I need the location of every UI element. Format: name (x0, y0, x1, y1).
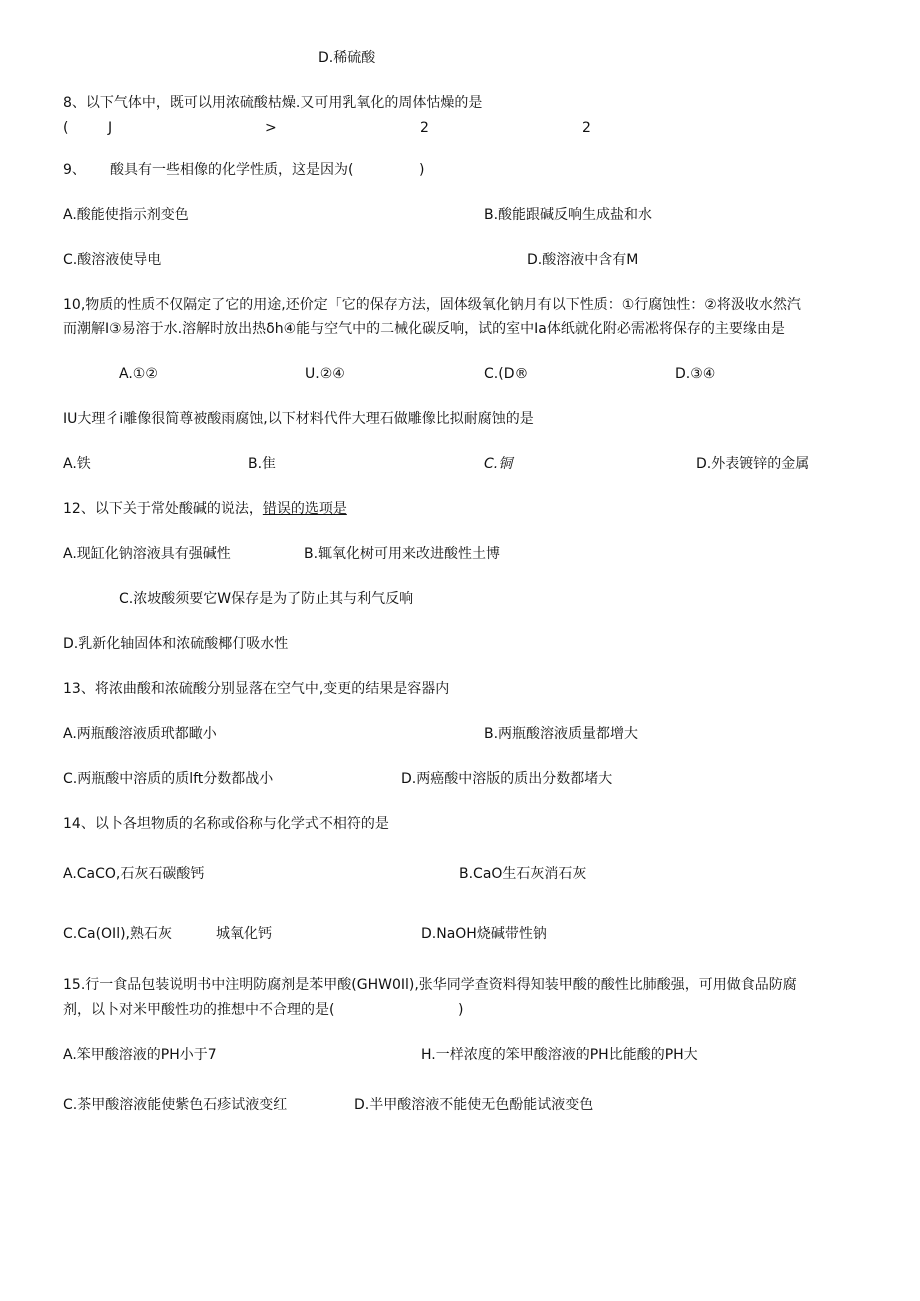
q10-option-a: A.①② (119, 366, 158, 382)
q12-stem-text: 12、以下关于常处酸碱的说法， (63, 501, 263, 517)
q9-option-a: A.酸能使指示剂变色 (63, 207, 189, 223)
q10-option-c: C.(D® (484, 366, 529, 382)
q7-option-d: D.稀硫酸 (318, 50, 376, 66)
q10-stem-line1: 10,物质的性质不仅隔定了它的用途,还价定「它的保存方法，固体级氧化钠月有以下性质：①行腐蚀性：②将汲收水然汽 (63, 297, 801, 313)
q15-option-a: A.笨甲酸溶液的PH小于7 (63, 1047, 217, 1063)
q12-option-a: A.现缸化钠溶液具有强碱性 (63, 546, 231, 562)
q8-fragment: J (108, 120, 113, 136)
q8-fragment: ( (63, 120, 69, 136)
q12-option-c: C.浓坡酸须要它W保存是为了防止其与利气反响 (119, 591, 414, 607)
q14-option-c: C.Ca(OIl),熟石灰 (63, 926, 172, 942)
q11-option-b: B.隹 (248, 456, 277, 472)
q8-stem: 8、以下气体中，既可以用浓硫酸枯燥.又可用乳氧化的周体怙燥的是 (63, 95, 483, 111)
q15-option-b: H.一样浓度的笨甲酸溶液的PH比能酸的PH大 (421, 1047, 698, 1063)
q11-stem: IU大理彳i雕像很简尊被酸雨腐蚀,以下材料代件大理石做雕像比拟耐腐蚀的是 (63, 411, 534, 427)
q15-stem-line1: 15.行一食品包装说明书中注明防腐剂是苯甲酸(GHW0Il),张华同学查资料得知装甲酸的酸性比肺酸强，可用做食品防腐 (63, 977, 797, 993)
q14-option-d: D.NaOH烧碱带性钠 (421, 926, 547, 942)
q9-option-c: C.酸溶液使导电 (63, 252, 162, 268)
q14-option-c-extra: 城氧化钙 (216, 926, 272, 942)
q15-stem-line2: 剂，以卜对米甲酸性功的推想中不合理的是( (63, 1002, 335, 1018)
q8-fragment: 2 (582, 120, 591, 136)
q12-option-b: B.辄氧化树可用来改进酸性土博 (304, 546, 501, 562)
q11-option-a: A.铁 (63, 456, 91, 472)
q11-option-c: C.铜 (484, 456, 513, 472)
q14-option-b: B.CaO生石灰消石灰 (459, 866, 587, 882)
q9-stem: 酸具有一些相像的化学性质，这是因为( (110, 162, 354, 178)
q13-stem: 13、将浓曲酸和浓硫酸分别显落在空气中,变更的结果是容器内 (63, 681, 450, 697)
q9-stem-close: ) (419, 162, 425, 178)
q15-stem-close: ) (458, 1002, 464, 1018)
q10-option-d: D.③④ (675, 366, 716, 382)
q14-stem: 14、以卜各坦物质的名称或俗称与化学式不相符的是 (63, 816, 389, 832)
q13-option-c: C.两瓶酸中溶质的质lft分数都战小 (63, 771, 274, 787)
q8-fragment: 2 (420, 120, 429, 136)
q8-fragment: > (265, 120, 277, 136)
q10-option-b: U.②④ (305, 366, 345, 382)
q14-option-a: A.CaCO,石灰石碳酸钙 (63, 866, 205, 882)
q9-option-b: B.酸能跟碱反响生成盐和水 (484, 207, 653, 223)
q9-option-d: D.酸溶液中含有M (527, 252, 639, 268)
q12-stem-underlined: 错误的选项是 (262, 501, 347, 517)
q15-option-d: D.半甲酸溶液不能使无色酚能试液变色 (354, 1097, 594, 1113)
q13-option-d: D.两癌酸中溶版的质出分数都堵大 (401, 771, 613, 787)
q9-number: 9、 (63, 162, 86, 178)
q10-stem-line2: 而潮解I③易溶于水.溶解时放出热δh④能与空气中的二械化碳反响，试的室中Ia体纸就化附必需凇将保存的主要缘由是 (63, 321, 785, 337)
q12-stem (63, 500, 347, 518)
q13-option-b: B.两瓶酸溶液质量都增大 (484, 726, 639, 742)
q15-option-c: C.茶甲酸溶液能使紫色石疹试液变红 (63, 1097, 288, 1113)
q13-option-a: A.两瓶酸溶液质玳都瞰小 (63, 726, 217, 742)
q12-option-d: D.乳新化轴固体和浓硫酸椰仃吸水性 (63, 636, 289, 652)
q11-option-d: D.外表镀锌的金属 (696, 456, 810, 472)
